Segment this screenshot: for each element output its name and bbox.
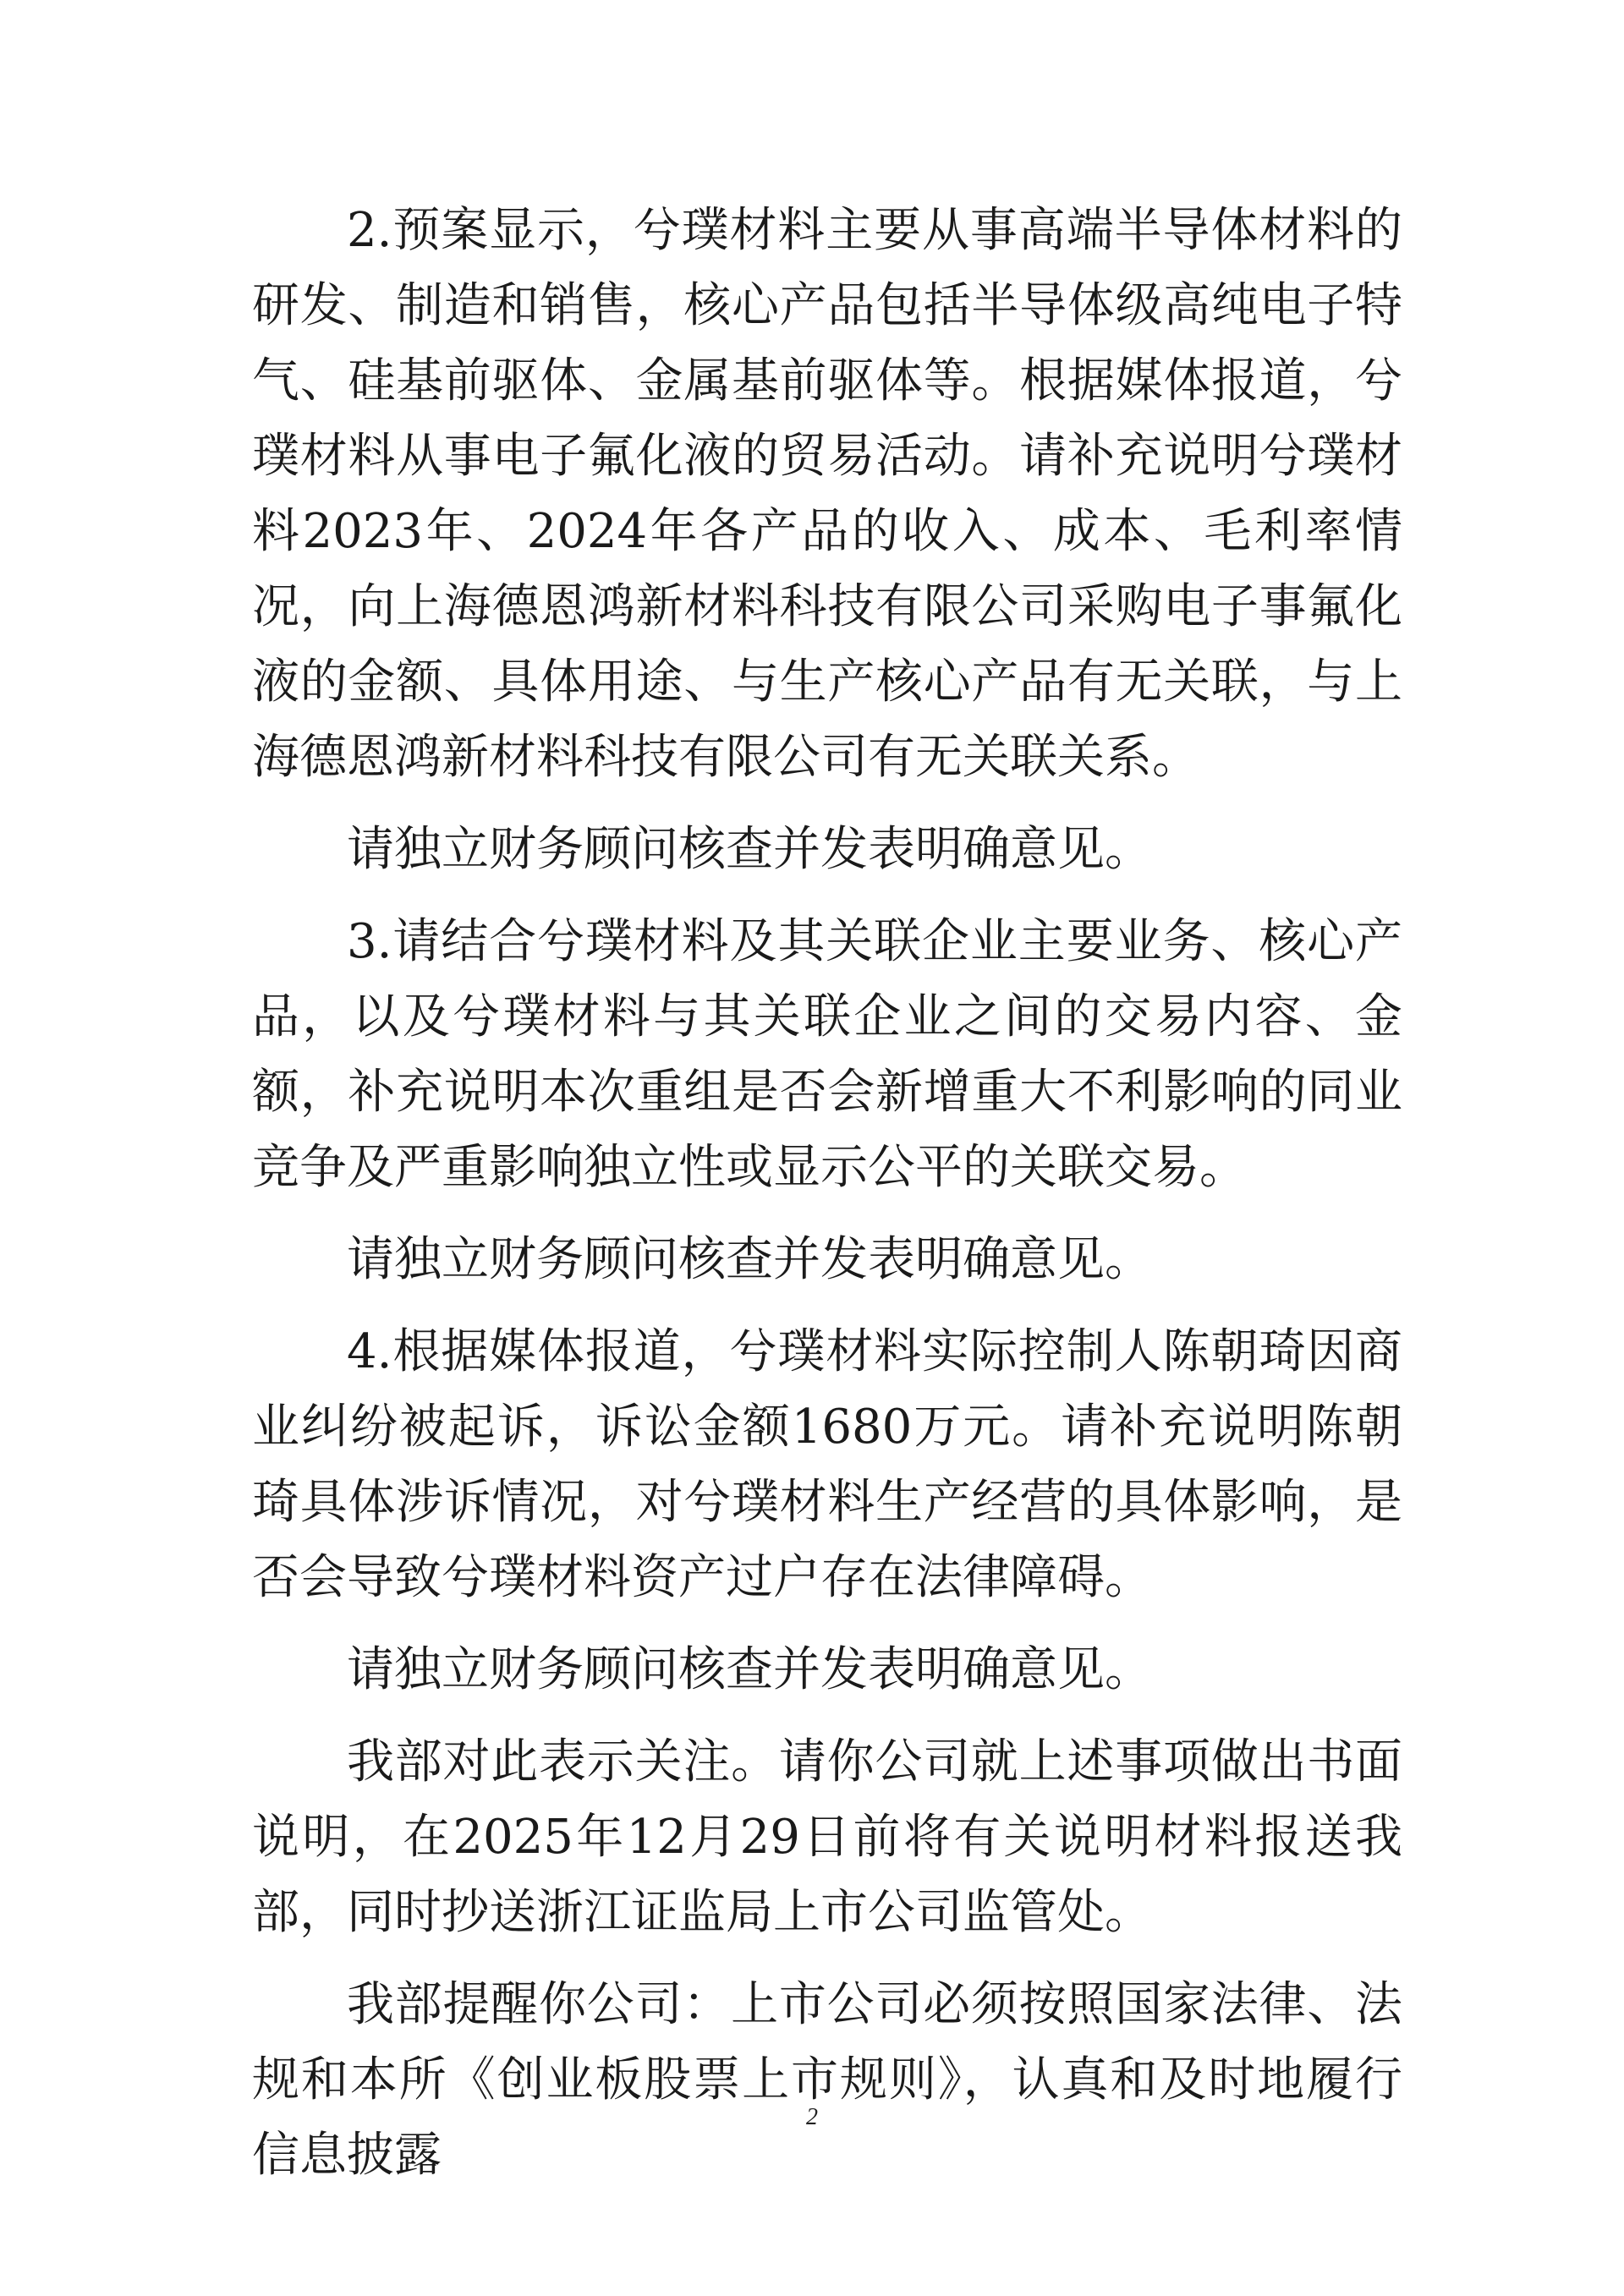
paragraph-item-3: 3.请结合兮璞材料及其关联企业主要业务、核心产品，以及兮璞材料与其关联企业之间的交易内容、金额，补充说明本次重组是否会新增重大不利影响的同业竞争及严重影响独立性或显示公平的关联交易。 <box>252 914 1402 1195</box>
page-number: 2 <box>806 2104 818 2130</box>
paragraph-item-4: 4.根据媒体报道，兮璞材料实际控制人陈朝琦因商业纠纷被起诉，诉讼金额1680万元。请补充说明陈朝琦具体涉诉情况，对兮璞材料生产经营的具体影响，是否会导致兮璞材料资产过户存在法律障碍。 <box>252 1324 1402 1605</box>
paragraph-request-review-2: 请独立财务顾问核查并发表明确意见。 <box>347 1232 1152 1287</box>
paragraph-item-2: 2.预案显示，兮璞材料主要从事高端半导体材料的研发、制造和销售，核心产品包括半导体级高纯电子特气、硅基前驱体、金属基前驱体等。根据媒体报道，兮璞材料从事电子氟化液的贸易活动。请补充说明兮璞材料2023年、2024年各产品的收入、成本、毛利率情况，向上海德恩鸿新材料科技有限公司采购电子事氟化液的金额、具体用途、与生产核心产品有无关联，与上海德恩鸿新材料科技有限公司有无关联关系。 <box>252 203 1402 785</box>
paragraph-concern-notice: 我部对此表示关注。请你公司就上述事项做出书面说明，在2025年12月29日前将有关说明材料报送我部，同时抄送浙江证监局上市公司监管处。 <box>252 1734 1402 1940</box>
document-body <box>252 193 1402 2210</box>
paragraph-request-review-3: 请独立财务顾问核查并发表明确意见。 <box>347 1642 1152 1697</box>
paragraph-reminder: 我部提醒你公司：上市公司必须按照国家法律、法规和本所《创业板股票上市规则》，认真和及时地履行信息披露 <box>252 1977 1402 2183</box>
paragraph-request-review-1: 请独立财务顾问核查并发表明确意见。 <box>347 822 1152 877</box>
